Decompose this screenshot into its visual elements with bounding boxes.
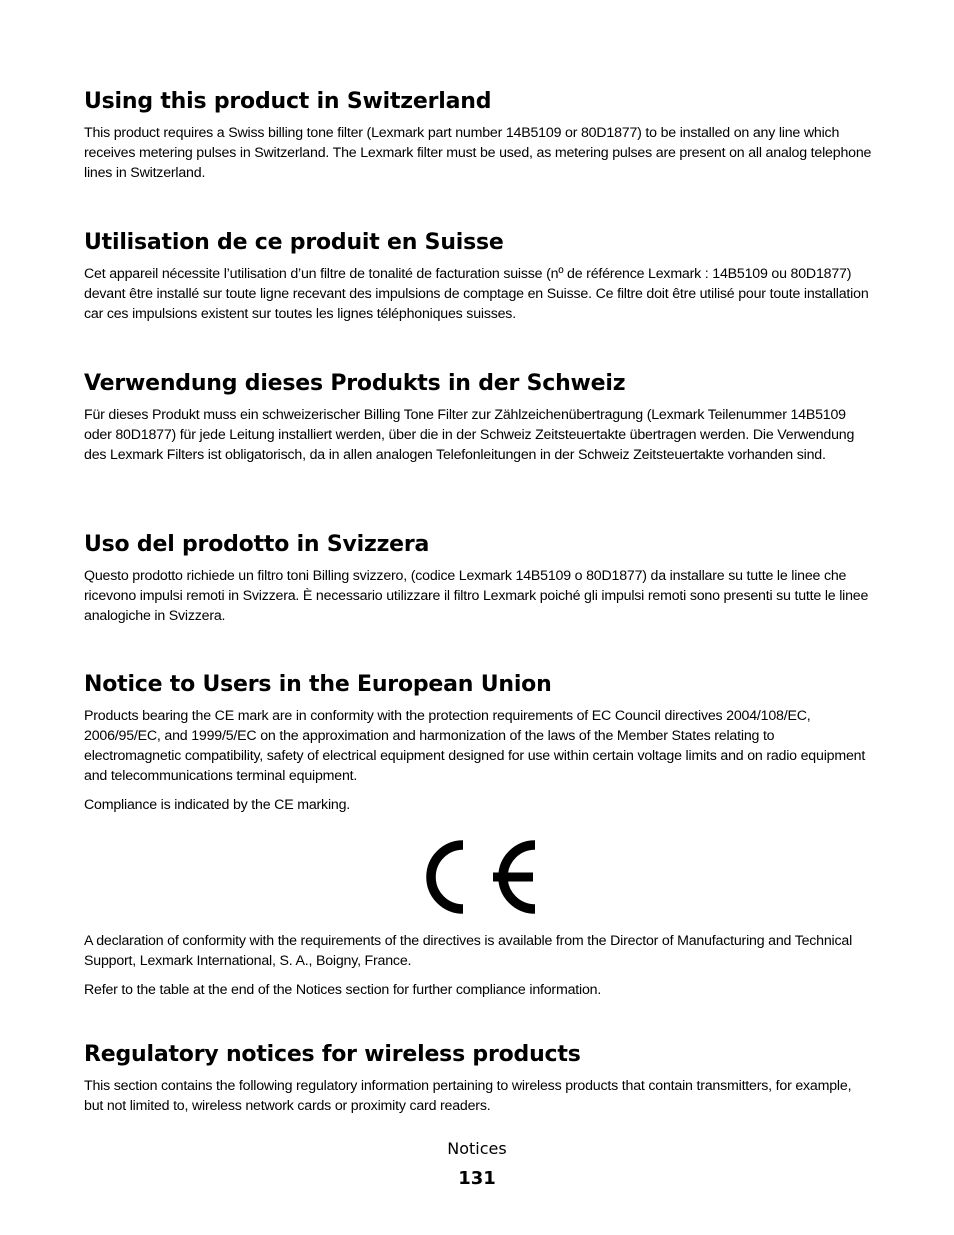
section-heading: Verwendung dieses Produkts in der Schweiz <box>84 371 626 396</box>
section-european-union <box>84 671 874 815</box>
section-heading: Utilisation de ce produit en Suisse <box>84 230 504 255</box>
section-paragraph: A declaration of conformity with the requirements of the directives is available from the Director of Manufacturing and Technical Support, Lexmark International, S. A., Boigny, France. <box>84 933 853 969</box>
footer-section-label: Notices <box>447 1139 507 1158</box>
section-wireless-products <box>84 1041 874 1116</box>
section-switzerland-english <box>84 88 874 183</box>
section-switzerland-french <box>84 229 874 324</box>
section-paragraph: This product requires a Swiss billing tone filter (Lexmark part number 14B5109 or 80D1877) to be installed on any line which receives metering pulses in Switzerland. The Lexmark filter must be used, as metering pulses are present on all analog telephone lines in Switzerland. <box>84 125 872 181</box>
page-number: 131 <box>458 1168 496 1189</box>
section-paragraph: Cet appareil nécessite l’utilisation d’un filtre de tonalité de facturation suisse (nº de référence Lexmark : 14B5109 ou 80D1877) devant être installé sur toute ligne recevant des impulsions de comptage en Suisse. Ce filtre doit être utilisé pour toute installation car ces impulsions existent sur toutes les lignes téléphoniques suisses. <box>84 266 869 322</box>
section-paragraph: This section contains the following regulatory information pertaining to wireless products that contain transmitters, for example, but not limited to, wireless network cards or proximity card readers. <box>84 1078 852 1114</box>
section-paragraph: Refer to the table at the end of the Notices section for further compliance information. <box>84 982 602 998</box>
section-paragraph: Products bearing the CE mark are in conformity with the protection requirements of EC Council directives 2004/108/EC, 2006/95/EC, and 1999/5/EC on the approximation and harmonization of the laws of the Member States relating to electromagnetic compatibility, safety of electrical equipment designed for use within certain voltage limits and on radio equipment and telecommunications terminal equipment. <box>84 708 866 784</box>
section-switzerland-italian <box>84 531 874 626</box>
section-heading: Regulatory notices for wireless products <box>84 1042 581 1067</box>
section-paragraph: Questo prodotto richiede un filtro toni Billing svizzero, (codice Lexmark 14B5109 o 80D1877) da installare su tutte le linee che ricevono impulsi remoti in Svizzera. È necessario utilizzare il filtro Lexmark poiché gli impulsi remoti sono presenti su tutte le linee analogiche in Svizzera. <box>84 568 869 624</box>
section-switzerland-german <box>84 370 874 465</box>
section-heading: Uso del prodotto in Svizzera <box>84 532 430 557</box>
section-paragraph: Compliance is indicated by the CE marking. <box>84 797 351 813</box>
section-paragraph: Für dieses Produkt muss ein schweizerischer Billing Tone Filter zur Zählzeichenübertragung (Lexmark Teilenummer 14B5109 oder 80D1877) für jede Leitung installiert werden, über die in der Schweiz Zeitsteuertakte übertragen werden. Die Verwendung des Lexmark Filters ist obligatorisch, da in allen analogen Telefonleitungen in der Schweiz Zeitsteuertakte vorhanden sind. <box>84 407 855 463</box>
section-heading: Using this product in Switzerland <box>84 89 492 114</box>
section-heading: Notice to Users in the European Union <box>84 672 552 697</box>
ce-mark-icon <box>420 834 538 920</box>
section-european-union-continued <box>84 931 874 1000</box>
